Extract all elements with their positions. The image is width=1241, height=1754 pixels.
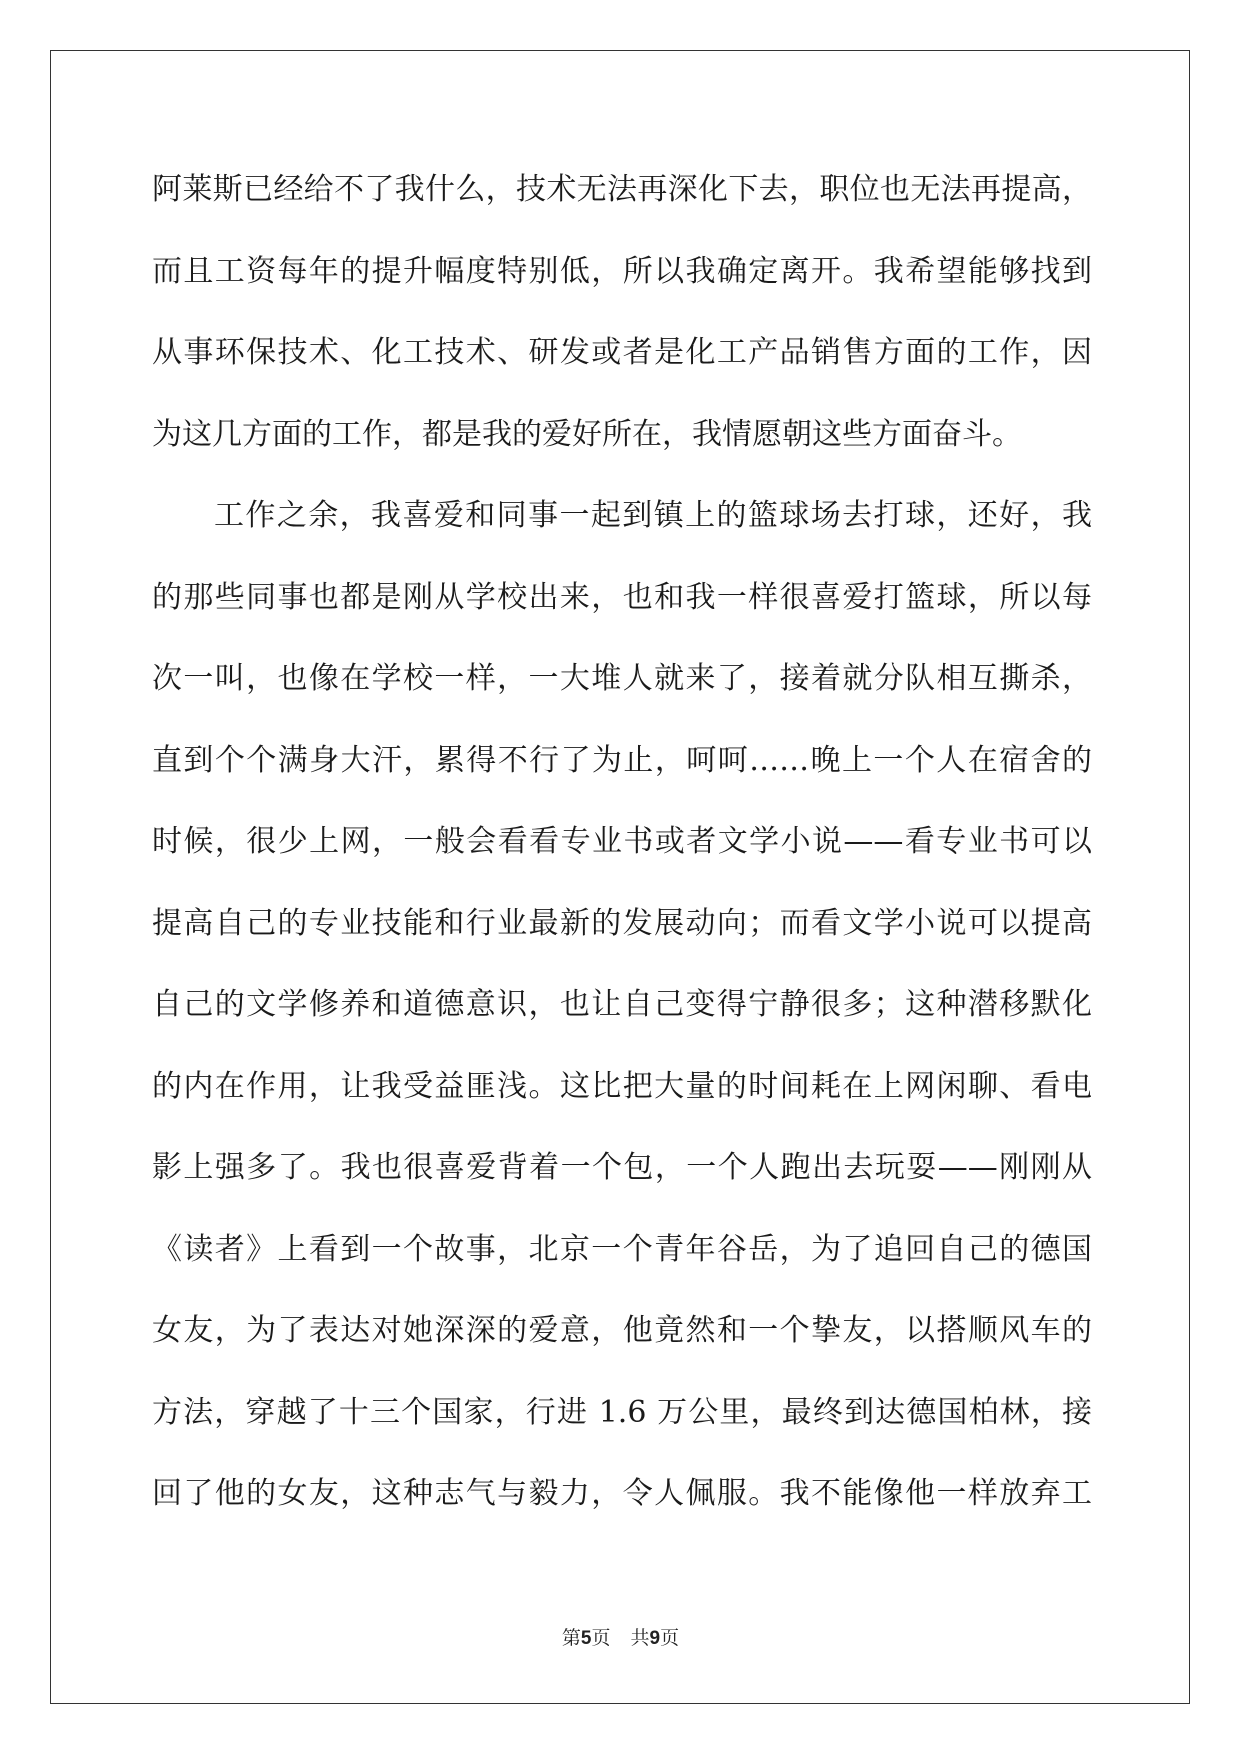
text-line-7: 次一叫，也像在学校一样，一大堆人就来了，接着就分队相互撕杀， <box>152 661 1092 696</box>
text-line-10: 提高自己的专业技能和行业最新的发展动向；而看文学小说可以提高 <box>152 905 1092 941</box>
text-line-12: 的内在作用，让我受益匪浅。这比把大量的时间耗在上网闲聊、看电 <box>152 1068 1092 1104</box>
text-line-8: 直到个个满身大汗，累得不行了为止，呵呵……晚上一个人在宿舍的 <box>152 742 1092 778</box>
text-line-2: 而且工资每年的提升幅度特别低，所以我确定离开。我希望能够找到 <box>152 253 1092 289</box>
total-prefix: 共 <box>630 1627 650 1649</box>
page-suffix: 页 <box>591 1627 611 1649</box>
text-line-4: 为这几方面的工作，都是我的爱好所在，我情愿朝这些方面奋斗。 <box>152 416 1022 452</box>
text-line-14: 《读者》上看到一个故事，北京一个青年谷岳，为了追回自己的德国 <box>152 1231 1092 1267</box>
text-line-15: 女友，为了表达对她深深的爱意，他竟然和一个挚友，以搭顺风车的 <box>152 1313 1092 1348</box>
text-line-13: 影上强多了。我也很喜爱背着一个包，一个人跑出去玩耍——刚刚从 <box>152 1150 1092 1185</box>
total-pages: 9 <box>649 1628 661 1649</box>
page-footer <box>0 1623 1241 1650</box>
document-body <box>152 160 1092 1546</box>
text-line-16: 方法，穿越了十三个国家，行进 1.6 万公里，最终到达德国柏林，接 <box>152 1394 1092 1430</box>
page-number: 5 <box>580 1628 592 1649</box>
text-line-3: 从事环保技术、化工技术、研发或者是化工产品销售方面的工作，因 <box>152 335 1092 370</box>
text-line-11: 自己的文学修养和道德意识，也让自己变得宁静很多；这种潜移默化 <box>152 987 1092 1022</box>
total-suffix: 页 <box>660 1627 680 1649</box>
text-line-17: 回了他的女友，这种志气与毅力，令人佩服。我不能像他一样放弃工 <box>152 1476 1092 1511</box>
text-line-9: 时候，很少上网，一般会看看专业书或者文学小说——看专业书可以 <box>152 824 1092 859</box>
text-line-6: 的那些同事也都是刚从学校出来，也和我一样很喜爱打篮球，所以每 <box>152 579 1092 615</box>
text-line-1: 阿莱斯已经给不了我什么，技术无法再深化下去，职位也无法再提高， <box>152 172 1092 207</box>
page-prefix: 第 <box>561 1627 581 1649</box>
text-line-5: 工作之余，我喜爱和同事一起到镇上的篮球场去打球，还好，我 <box>214 498 1092 533</box>
